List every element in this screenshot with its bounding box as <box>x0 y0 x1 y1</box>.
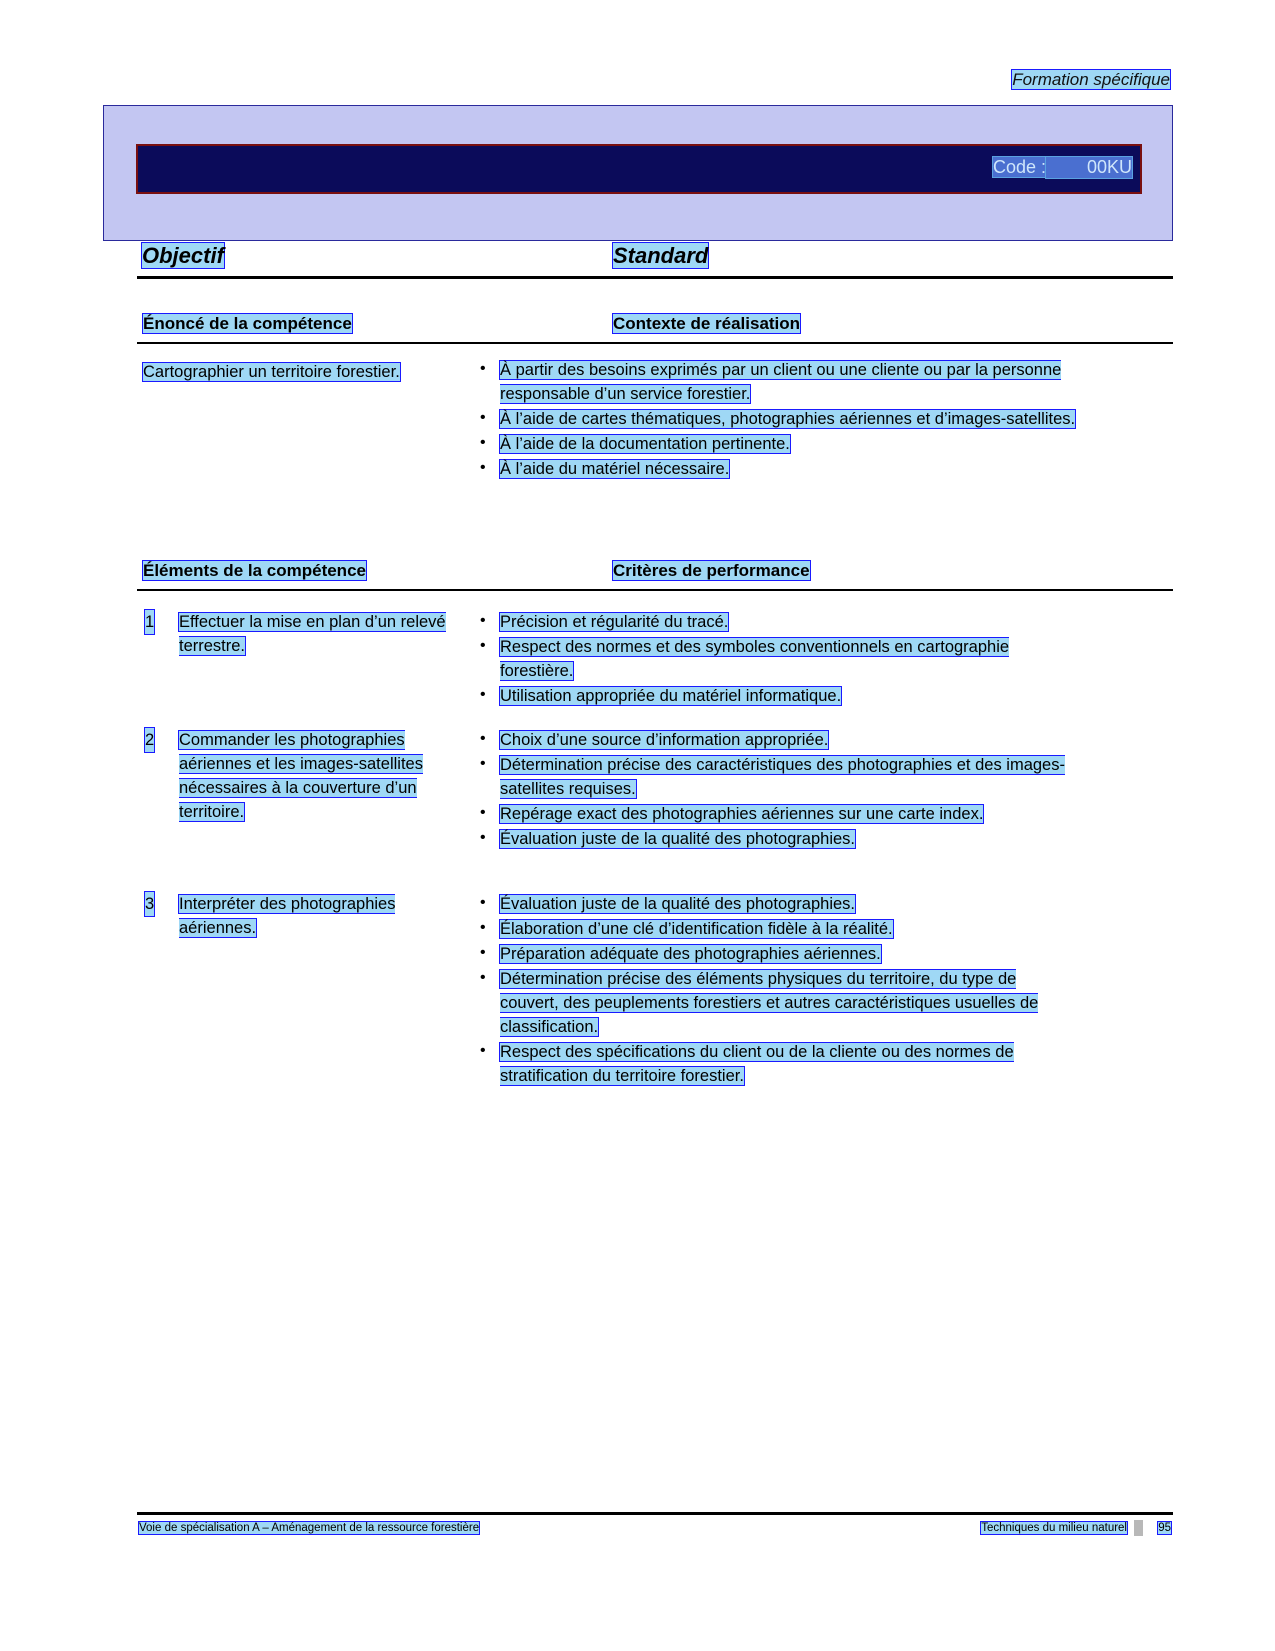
list-item: • Repérage exact des photographies aériennes sur une carte index. <box>476 802 1076 826</box>
elements-heading <box>143 561 366 581</box>
objectif-heading-text: Objectif <box>142 243 224 268</box>
element-1 <box>143 610 473 660</box>
list-item: • Choix d’une source d’information appropriée. <box>476 728 1076 752</box>
list-item: • Utilisation appropriée du matériel informatique. <box>476 684 1076 708</box>
element-3 <box>143 892 473 942</box>
list-item: • Respect des spécifications du client ou de la cliente ou des normes de stratification du territoire forestier. <box>476 1040 1076 1088</box>
code-value: 00KU <box>1046 157 1132 178</box>
list-item: • Évaluation juste de la qualité des photographies. <box>476 892 1076 916</box>
criteres-heading <box>613 561 810 581</box>
list-item: • Détermination précise des éléments physiques du territoire, du type de couvert, des peuplements forestiers et autres caractéristiques usuelles de classification. <box>476 967 1076 1039</box>
element-2-criteres <box>476 728 1076 852</box>
element-1-criteres <box>476 610 1076 709</box>
element-3-text: Interpréter des photographies aériennes. <box>179 895 396 937</box>
element-1-number: 1 <box>145 610 154 634</box>
standard-heading <box>613 243 708 269</box>
list-item: • Préparation adéquate des photographies aériennes. <box>476 942 1076 966</box>
list-item: • À l’aide de la documentation pertinente. <box>476 432 1076 456</box>
contexte-list <box>476 358 1076 482</box>
element-2-number: 2 <box>145 728 154 752</box>
footer-right-text: Techniques du milieu naturel <box>981 1522 1127 1534</box>
footer-separator <box>1134 1520 1143 1536</box>
competence-statement-text: Cartographier un territoire forestier. <box>143 363 400 381</box>
objectif-standard-band <box>137 243 1173 279</box>
code-label: Code : <box>992 157 1046 177</box>
formation-label-text: Formation spécifique <box>1012 70 1170 89</box>
code-banner-inner <box>136 144 1142 194</box>
page-number: 95 <box>1158 1522 1171 1534</box>
list-item: • À partir des besoins exprimés par un client ou une cliente ou par la personne responsable d’un service forestier. <box>476 358 1076 406</box>
objectif-heading <box>142 243 224 269</box>
section1-headings <box>137 316 1173 344</box>
enonce-heading-text: Énoncé de la compétence <box>143 314 352 333</box>
criteres-heading-text: Critères de performance <box>613 561 810 580</box>
list-item: • Respect des normes et des symboles conventionnels en cartographie forestière. <box>476 635 1076 683</box>
enonce-heading <box>143 314 352 334</box>
list-item: • À l’aide de cartes thématiques, photographies aériennes et d’images-satellites. <box>476 407 1076 431</box>
code-field <box>993 157 1132 178</box>
elements-heading-text: Éléments de la compétence <box>143 561 366 580</box>
competence-statement <box>143 360 473 384</box>
list-item: • Précision et régularité du tracé. <box>476 610 1076 634</box>
element-3-number: 3 <box>145 892 154 916</box>
standard-heading-text: Standard <box>613 243 709 268</box>
list-item: • À l’aide du matériel nécessaire. <box>476 457 1076 481</box>
element-1-text: Effectuer la mise en plan d’un relevé terrestre. <box>179 613 446 655</box>
list-item: • Élaboration d’une clé d’identification fidèle à la réalité. <box>476 917 1076 941</box>
element-2-text: Commander les photographies aériennes et les images-satellites nécessaires à la couverture d’un territoire. <box>179 731 423 821</box>
element-2 <box>143 728 473 826</box>
list-item: • Évaluation juste de la qualité des photographies. <box>476 827 1076 851</box>
code-banner <box>103 105 1173 241</box>
list-item: • Détermination précise des caractéristiques des photographies et des images-satellites requises. <box>476 753 1076 801</box>
element-3-criteres <box>476 892 1076 1089</box>
footer-divider <box>137 1512 1173 1515</box>
contexte-heading-text: Contexte de réalisation <box>613 314 801 333</box>
formation-label <box>1012 70 1170 90</box>
contexte-heading <box>613 314 800 334</box>
section2-headings <box>137 563 1173 591</box>
footer-left-text: Voie de spécialisation A – Aménagement de la ressource forestière <box>139 1522 480 1534</box>
